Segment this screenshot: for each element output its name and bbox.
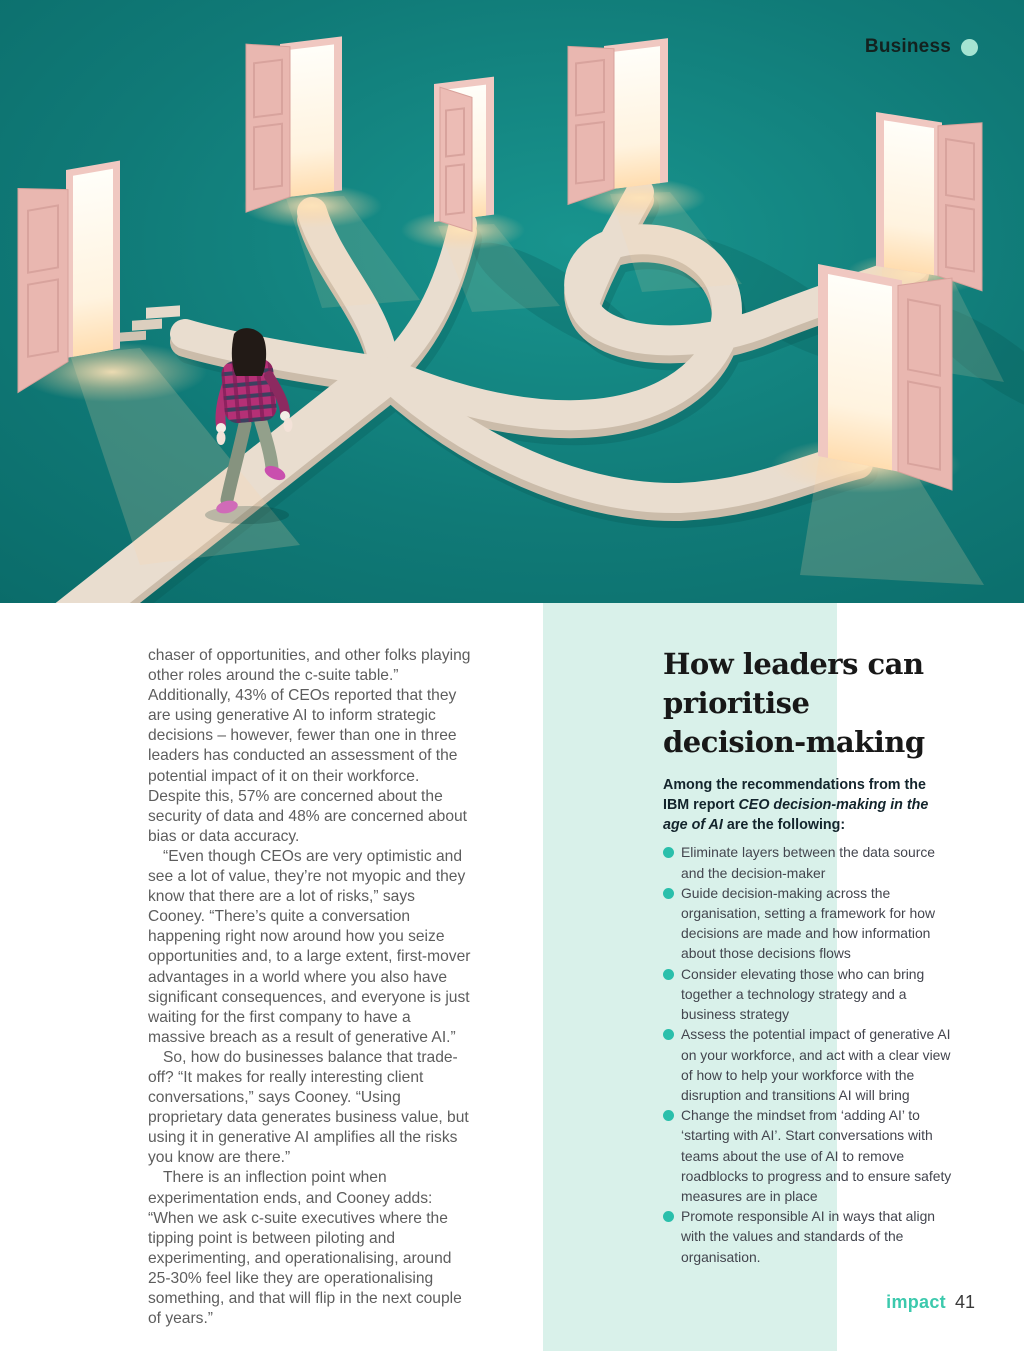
page-footer xyxy=(886,1292,975,1313)
section-label: Business xyxy=(864,36,951,57)
intro-text-before: Among the recommendations from the IBM report xyxy=(663,776,926,813)
report-title: CEO decision-making in the age of AI xyxy=(663,796,929,834)
list-item xyxy=(663,1206,955,1267)
bullet-dot-icon xyxy=(663,1211,674,1222)
magazine-logo: impact xyxy=(886,1292,946,1312)
branching-paths-doors-illustration xyxy=(0,0,1024,603)
list-item-text: Promote responsible AI in ways that align with the values and standards of the organisation. xyxy=(681,1208,936,1265)
door-3 xyxy=(434,77,494,236)
list-item xyxy=(663,842,955,882)
intro-text-after: are the following: xyxy=(722,817,846,834)
list-item xyxy=(663,1024,955,1105)
hero-image xyxy=(0,0,1024,603)
bullet-dot-icon xyxy=(663,888,674,899)
section-dot-icon xyxy=(961,39,978,56)
page-number: 41 xyxy=(954,1292,975,1312)
list-item-text: Consider elevating those who can bring together a technology strategy and a business strategy xyxy=(681,965,925,1023)
door-6 xyxy=(818,252,952,490)
list-item-text: Assess the potential impact of generative AI on your workforce, and act with a clear view of how to help your workforce with the disruption and transitions AI will bring xyxy=(681,1026,951,1103)
bullet-dot-icon xyxy=(663,847,674,858)
panel-title: How leaders can prioritise decision-making xyxy=(663,647,925,759)
list-item xyxy=(663,1105,955,1206)
article-paragraph: So, how do businesses balance that trade-off? “It makes for really interesting client conversations,” says Cooney. “Using proprietary data generates business value, but using it in generative AI amplifies all the risks you know are there.” xyxy=(148,1048,469,1167)
bullet-dot-icon xyxy=(663,969,674,980)
list-item-text: Eliminate layers between the data source and the decision-maker xyxy=(681,844,936,881)
recommendations-panel xyxy=(663,645,955,1267)
recommendations-list xyxy=(663,842,955,1266)
article-paragraph: “Even though CEOs are very optimistic and see a lot of value, they’re not myopic and they know that there are a lot of risks,” says Cooney. “There’s quite a conversation happening right now around how you seize opportunities and, to a large extent, first-mover advantages in a world where you also have significant consequences, and everyone is just waiting for the first company to have a massive breach as a result of generative AI.” xyxy=(148,847,471,1046)
article-paragraph: There is an inflection point when experimentation ends, and Cooney adds: “When we ask c-suite executives where the tipping point is between piloting and experimenting, and operationalising, around 25-30% feel like they are operationalising something, and that will flip in the next couple of years.” xyxy=(148,1169,462,1328)
list-item xyxy=(663,964,955,1025)
door-4 xyxy=(568,34,668,204)
panel-intro xyxy=(663,775,955,836)
list-item xyxy=(663,883,955,964)
section-tag xyxy=(865,36,978,58)
door-5 xyxy=(876,106,982,291)
article-body xyxy=(148,646,471,1329)
list-item-text: Guide decision-making across the organisation, setting a framework for how decisions are made and how information about those decisions flows xyxy=(681,884,936,962)
door-2 xyxy=(246,32,342,212)
bullet-dot-icon xyxy=(663,1029,674,1040)
bullet-dot-icon xyxy=(663,1110,674,1121)
list-item-text: Change the mindset from ‘adding AI’ to ‘starting with AI’. Start conversations with teams about the use of AI to remove roadblocks to progress and to ensure safety measures are in place xyxy=(681,1107,952,1204)
article-paragraph: chaser of opportunities, and other folks playing other roles around the c-suite table.” Additionally, 43% of CEOs reported that they are using generative AI to inform strategic decisions – however, fewer than one in three leaders has conducted an assessment of the potential impact of it on their workforce. Despite this, 57% are concerned about the security of data and 48% are concerned about bias or data accuracy. xyxy=(148,647,471,845)
